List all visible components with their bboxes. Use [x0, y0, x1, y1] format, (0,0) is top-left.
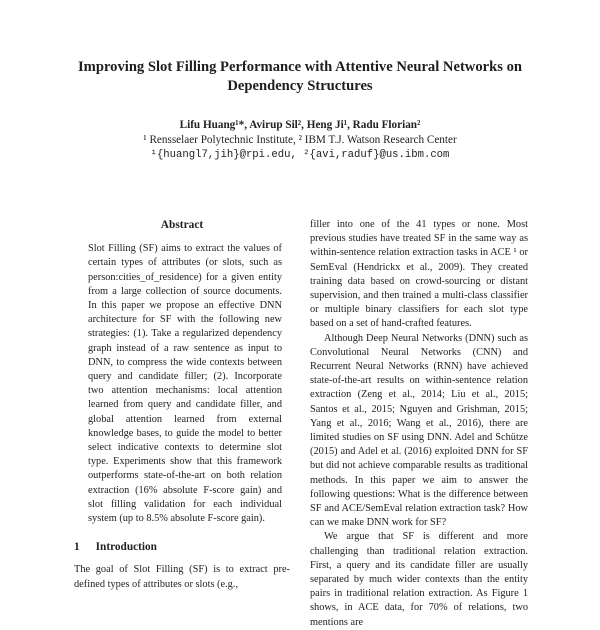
right-paragraph-3: We argue that SF is different and more challenging than traditional relation extraction. First, a query and its candidate filler are usually separated by much wider contexts than the entity pairs in traditional relation extraction. As Figure 1 shows, in ACE data, for 70% of relations, two mentions are [310, 531, 528, 628]
section-title: Introduction [95, 541, 157, 554]
title-line-1: Improving Slot Filling Performance with Attentive Neural Networks on [78, 59, 522, 75]
paper-title [60, 58, 540, 96]
abstract-body [74, 242, 290, 526]
left-column [74, 218, 290, 592]
right-column [310, 218, 528, 630]
right-paragraph-2: Although Deep Neural Networks (DNN) such as Convolutional Neural Networks (CNN) and Recurrent Neural Networks (RNN) have achieved state-of-the-art results on within-sentence relation extraction (Zeng et al., 2014; Liu et al., 2015; Santos et al., 2015; Nguyen and Grishman, 2015; Yang et al., 2016; Wang et al., 2016), there are limited studies on SF using DNN. Adel and Schütze (2015) and Adel et al. (2016) exploited DNN for SF but did not achieve comparable results as traditional methods. In this paper we aim to answer the following questions: What is the difference between SF and ACE/SemEval relation extraction task? How can we make DNN work for SF? [310, 332, 528, 529]
intro-paragraph: The goal of Slot Filling (SF) is to extract pre-defined types of attributes or slots (e.g., [74, 564, 290, 590]
right-paragraph-1: filler into one of the 41 types or none. Most previous studies have treated SF in the same way as within-sentence relation extraction tasks in ACE ¹ or SemEval (Hendrickx et al., 2009). They created training data based on crowd-sourcing or distant supervision, and then trained a multi-class classifier or multiple binary classifiers for each slot type based on a set of hand-crafted features. [310, 219, 528, 330]
abstract-text: Slot Filling (SF) aims to extract the values of certain types of attributes (or slots, such as person:cities_of_residence) for a given entity from a large collection of source documents. In this paper we propose an effective DNN architecture for SF with the following new strategies: (1). Take a regularized dependency graph instead of a raw sentence as input to DNN, to compress the wide contexts between query and candidate filler; (2). Incorporate two attention mechanisms: local attention learned from query and candidate filler, and global attention learned from external knowledge bases, to guide the model to better select indicative contexts to determine slot type. Experiments show that this framework outperforms state-of-the-art on both relation extraction (16% absolute F-score gain) and slot filling validation for each individual system (up to 8.5% absolute F-score gain). [88, 243, 282, 525]
section-heading-introduction [74, 540, 290, 554]
author-names: Lifu Huang¹*, Avirup Sil², Heng Ji¹, Radu Florian² [179, 119, 421, 131]
abstract-heading: Abstract [160, 219, 204, 231]
section-number: 1 [74, 541, 80, 554]
title-line-2: Dependency Structures [227, 78, 373, 94]
emails: ¹{huangl7,jih}@rpi.edu, ²{avi,raduf}@us.ibm.com [150, 149, 450, 161]
affiliations: ¹ Rensselaer Polytechnic Institute, ² IBM T.J. Watson Research Center [143, 134, 457, 146]
author-block [60, 118, 540, 163]
